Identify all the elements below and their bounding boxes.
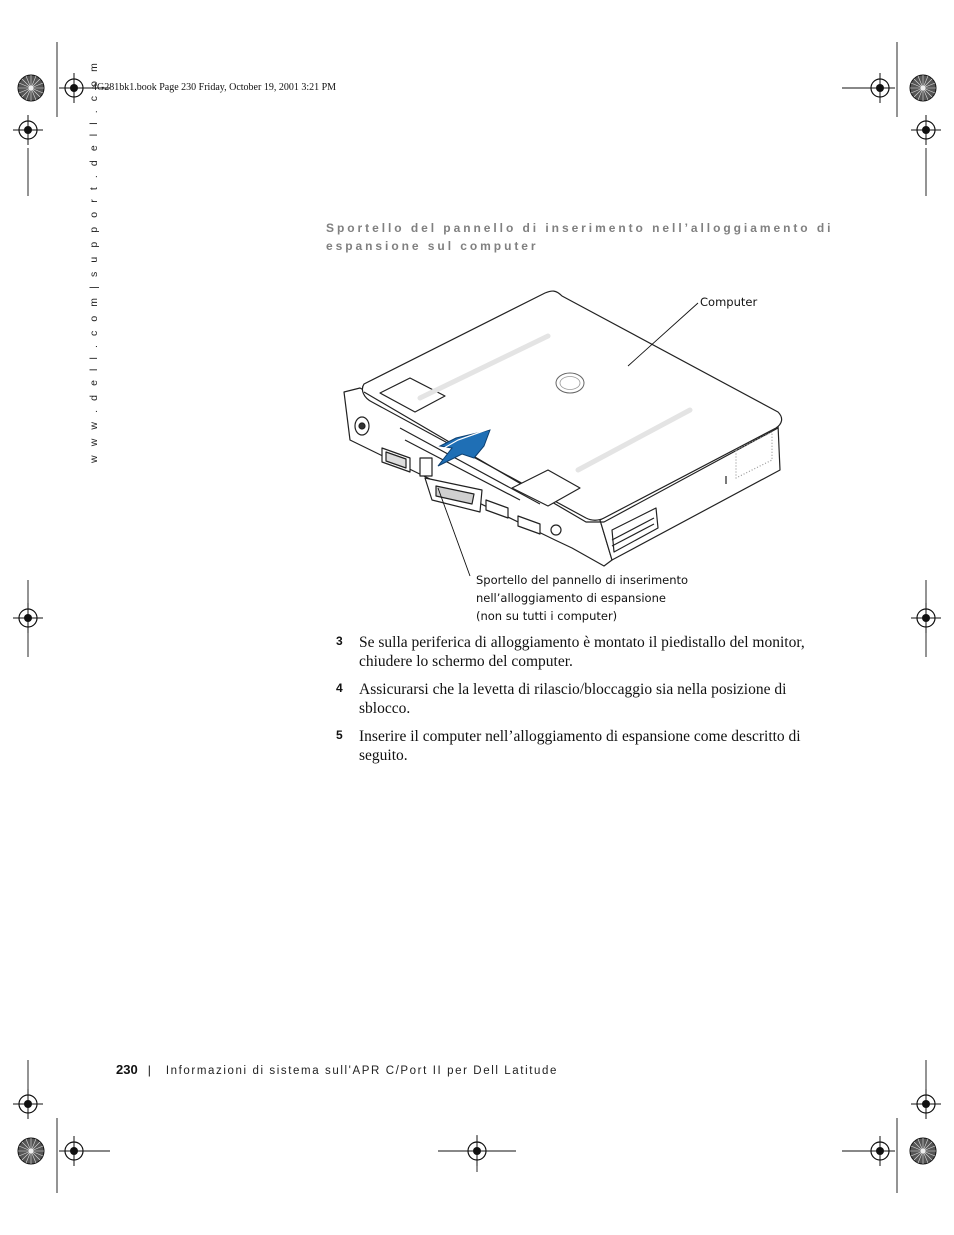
registration-wheel-top-left bbox=[18, 75, 44, 101]
callout-line: (non su tutti i computer) bbox=[476, 609, 618, 623]
figure-title-line: espansione sul computer bbox=[326, 239, 539, 253]
registration-wheel-bottom-right bbox=[910, 1138, 936, 1164]
callout-line: nell’alloggiamento di espansione bbox=[476, 591, 666, 605]
page-number: 230 bbox=[116, 1062, 138, 1077]
registration-mark bbox=[59, 73, 89, 103]
callout-line: Sportello del pannello di inserimento bbox=[476, 573, 689, 587]
footer-separator: | bbox=[147, 1063, 151, 1077]
step-number: 4 bbox=[336, 681, 343, 695]
registration-mark bbox=[13, 603, 43, 633]
registration-wheel-top-right bbox=[910, 75, 936, 101]
dell-logo bbox=[556, 373, 584, 393]
registration-mark bbox=[13, 1089, 43, 1119]
figure-title bbox=[326, 219, 834, 255]
usb-ports bbox=[420, 458, 432, 476]
registration-mark bbox=[13, 115, 43, 145]
registration-mark bbox=[911, 115, 941, 145]
registration-mark bbox=[462, 1136, 492, 1166]
registration-mark bbox=[59, 1136, 89, 1166]
step-number: 5 bbox=[336, 728, 343, 742]
side-url: w w w . d e l l . c o m | s u p p o r t . d e l l . c o m bbox=[88, 60, 100, 463]
footer-title: Informazioni di sistema sull'APR C/Port II per Dell Latitude bbox=[165, 1065, 559, 1077]
callout-computer: Computer bbox=[700, 295, 758, 309]
steps-list bbox=[336, 633, 816, 774]
registration-mark bbox=[865, 1136, 895, 1166]
registration-mark bbox=[911, 1089, 941, 1119]
step-item bbox=[336, 727, 816, 765]
page-footer bbox=[116, 1061, 558, 1079]
step-item bbox=[336, 633, 816, 671]
step-number: 3 bbox=[336, 634, 343, 648]
step-text: Assicurarsi che la levetta di rilascio/bloccaggio sia nella posizione di sblocco. bbox=[359, 681, 787, 717]
callout-docking-door bbox=[476, 571, 688, 625]
step-text: Inserire il computer nell’alloggiamento di espansione come descritto di seguito. bbox=[359, 728, 801, 764]
registration-mark bbox=[911, 603, 941, 633]
print-header: 4G281bk1.book Page 230 Friday, October 19, 2001 3:21 PM bbox=[92, 82, 337, 93]
figure-title-line: Sportello del pannello di inserimento nell’alloggiamento di bbox=[326, 221, 834, 235]
step-text: Se sulla periferica di alloggiamento è montato il piedistallo del monitor, chiudere lo schermo del computer. bbox=[359, 634, 805, 670]
registration-mark bbox=[865, 73, 895, 103]
registration-wheel-bottom-left bbox=[18, 1138, 44, 1164]
step-item bbox=[336, 680, 816, 718]
laptop-illustration bbox=[330, 282, 790, 582]
